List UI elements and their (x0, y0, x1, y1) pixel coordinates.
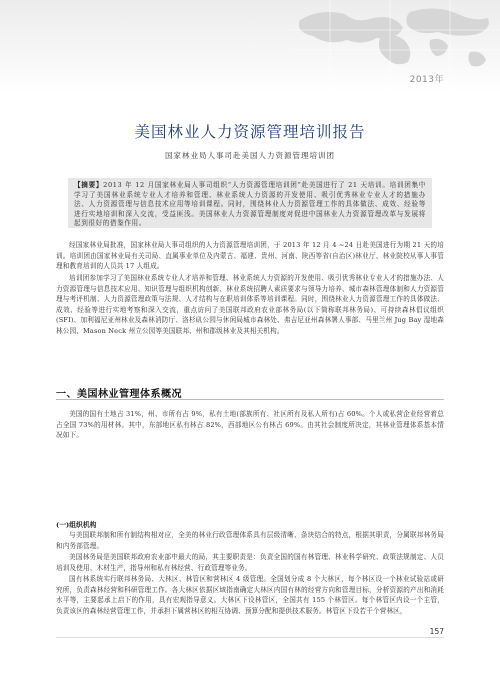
section-heading: 一、美国林业管理体系概况 (56, 389, 182, 400)
subsection-paragraph: 美国林务局是美国联邦政府农业部中最大的局，其主要职责是：负责全国的国有林管理、林业科学研究、政策法规制定、人员培训及使用、木材生产，指导州和私有林经营、行政管理等业务。 (56, 553, 444, 572)
header-banner (0, 0, 500, 92)
subsection-paragraph: 国有林系统实行联邦林务局、大林区、林管区和营林区 4 级管理。全国划分成 8 个大林区，每个林区设一个林业试验站或研究所，负责森林经营和科研管理工作。各大林区依据区域指南确定大林区内国有林的经营方向和管理目标，分析资源的产出和消耗水平等，主要起承上启下的作用，具有宏观指导意义。大林区下设林管区，全国共有 155 个林管区。每个林管区内设一个主管，负责该区的森林经营管理工作，并承担下属营林区的相互协调、预算分配和提供技术服务。林管区下设若干个营林区， (56, 575, 444, 615)
section-paragraph: 美国的国有土地占 31%，州、市所有占 9%，私有土地(部族所有、社区所有及私人所有)占 60%。个人或私营企业经营着总占全国 73%的用材林。其中，东部地区私有林占 82%，西部地区公有林占 69%。由其社会制度所决定，其林业管理体系基本情况如下。 (56, 410, 444, 440)
intro-paragraph: 经国家林业局批准，国家林业局人事司组织的人力资源管理培训团，于 2013 年 12 月 4 ~24 日赴美国进行为期 21 天的培训。培训团由国家林业局有关司局、直属事业单位及内蒙古、福建、贵州、河南、陕西等省(自治区)林业厅、林业院校从事人事管理和教育培训的人员共 17 人组成。 (56, 241, 444, 271)
section-divider (56, 399, 444, 400)
abstract-text: 2013 年 12 月国家林业局人事司组织“人力资源管理培训团”赴美国进行了 21 天培训。培训团集中学习了美国林业系统专业人才培养和管理、林业系统人力资源的开发使用、吸引优秀林业专业人才的措施办法、人力资源管理与信息技术应用等培训课程。同时，围绕林业人力资源管理工作的具体做法、成效、经验等进行实地培训和深入交流，受益匪浅。美国林业人力资源管理制度对促进中国林业人力资源管理改革与发展将起到很好的借鉴作用。 (74, 181, 426, 228)
footer-divider (56, 637, 444, 638)
intro-paragraph: 培训团参加学习了美国林业系统专业人才培养和管理、林业系统人力资源的开发使用、吸引优秀林业专业人才的措施办法、人力资源管理与信息技术应用、知识管理与组织机构创新、林业系统招聘人素质要求与领导力培养、城市森林管理体制和人力资源管理与考评机制、人力资源管理政策与法规、人才结构与在职培训体系等培训课程。同时，围绕林业人力资源管理工作的具体做法、成效、经验等进行实地考察和深入交流，重点访问了美国联邦政府农业部林务局(以下简称联邦林务局)、可持续森林倡议组织(SFI)、加利福尼亚州林业及森林消防厅、洛杉矶公园与休闲局城市森林处、弗吉尼亚州森林署人事部、马里兰州 Jug Bay 湿地森林公园、Mason Neck 州立公园等美国联邦、州和郡级林业及其相关机构。 (56, 274, 444, 335)
abstract-tag: 【摘要】 (74, 181, 104, 189)
year-badge: 2013年 (409, 75, 444, 85)
subsection-heading: (一)组织机构 (56, 521, 97, 529)
article-author: 国家林业局人事司赴美国人力资源管理培训团 (165, 151, 335, 160)
abstract-box (68, 178, 432, 228)
subsection-paragraph: 与美国联邦制和所有制结构相对应，全美的林业行政管理体系具有层级清晰、条块结合的特点，根据其职责，分属联邦林务局和内务部管理。 (56, 531, 444, 550)
page-number: 157 (429, 627, 444, 636)
article-title: 美国林业人力资源管理培训报告 (134, 123, 366, 141)
